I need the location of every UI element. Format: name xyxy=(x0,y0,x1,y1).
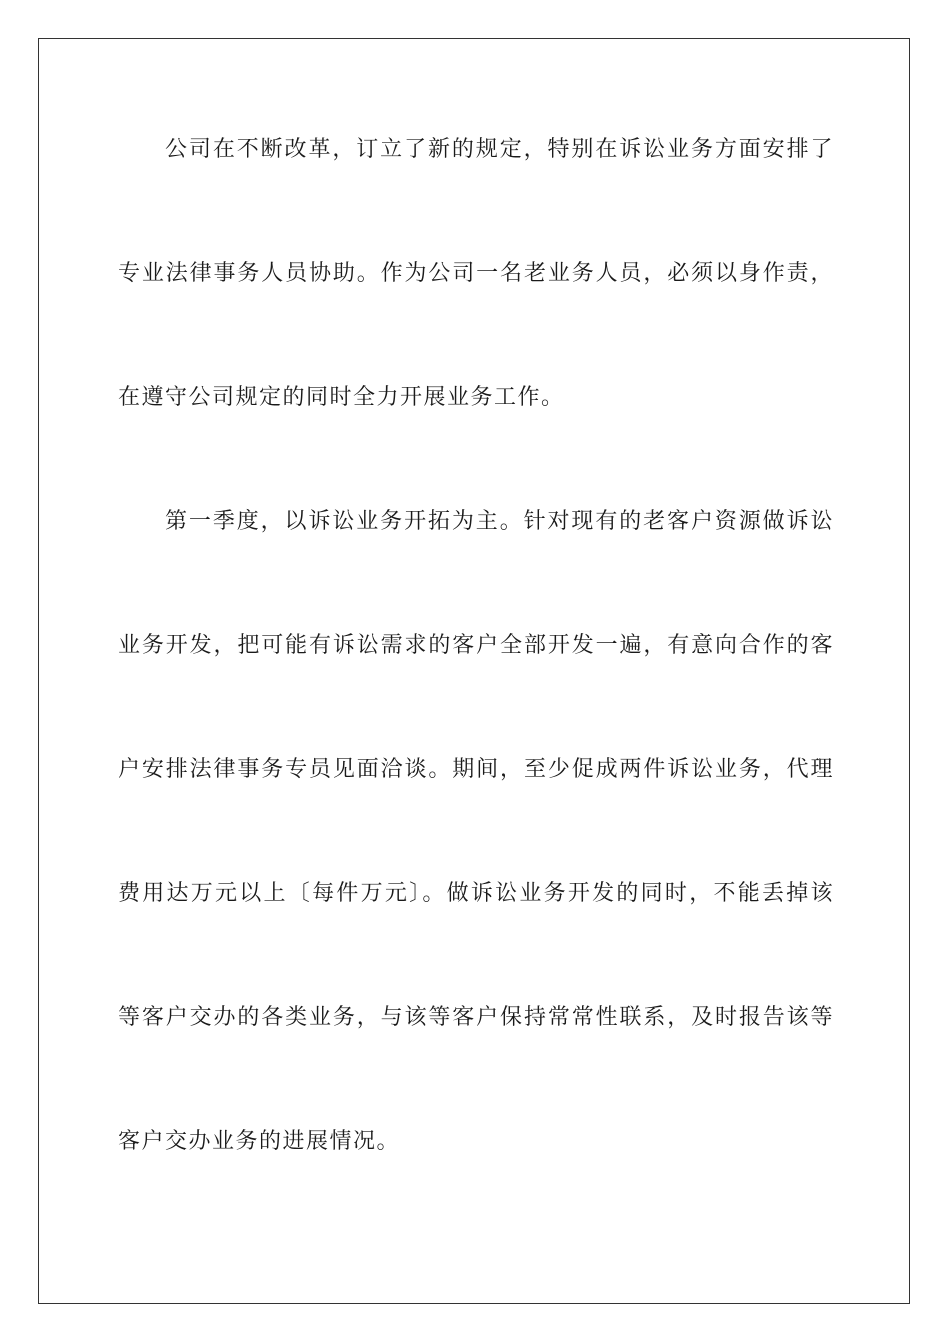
paragraph-line: 专业法律事务人员协助。作为公司一名老业务人员，必须以身作责， xyxy=(118,261,834,286)
paragraph-line: 在遵守公司规定的同时全力开展业务工作。 xyxy=(118,385,565,410)
paragraph-line: 客户交办业务的进展情况。 xyxy=(118,1129,401,1154)
paragraph-line: 费用达万元以上〔每件万元〕。做诉讼业务开发的同时，不能丢掉该 xyxy=(118,881,834,906)
paragraph-line: 等客户交办的各类业务，与该等客户保持常常性联系，及时报告该等 xyxy=(118,1005,834,1030)
paragraph-line: 业务开发，把可能有诉讼需求的客户全部开发一遍，有意向合作的客 xyxy=(118,633,834,658)
page-border xyxy=(38,38,910,1304)
paragraph-line: 公司在不断改革，订立了新的规定，特别在诉讼业务方面安排了 xyxy=(165,137,834,162)
paragraph-line: 户安排法律事务专员见面洽谈。期间，至少促成两件诉讼业务，代理 xyxy=(118,757,834,782)
paragraph-line: 第一季度，以诉讼业务开拓为主。针对现有的老客户资源做诉讼 xyxy=(165,509,834,534)
